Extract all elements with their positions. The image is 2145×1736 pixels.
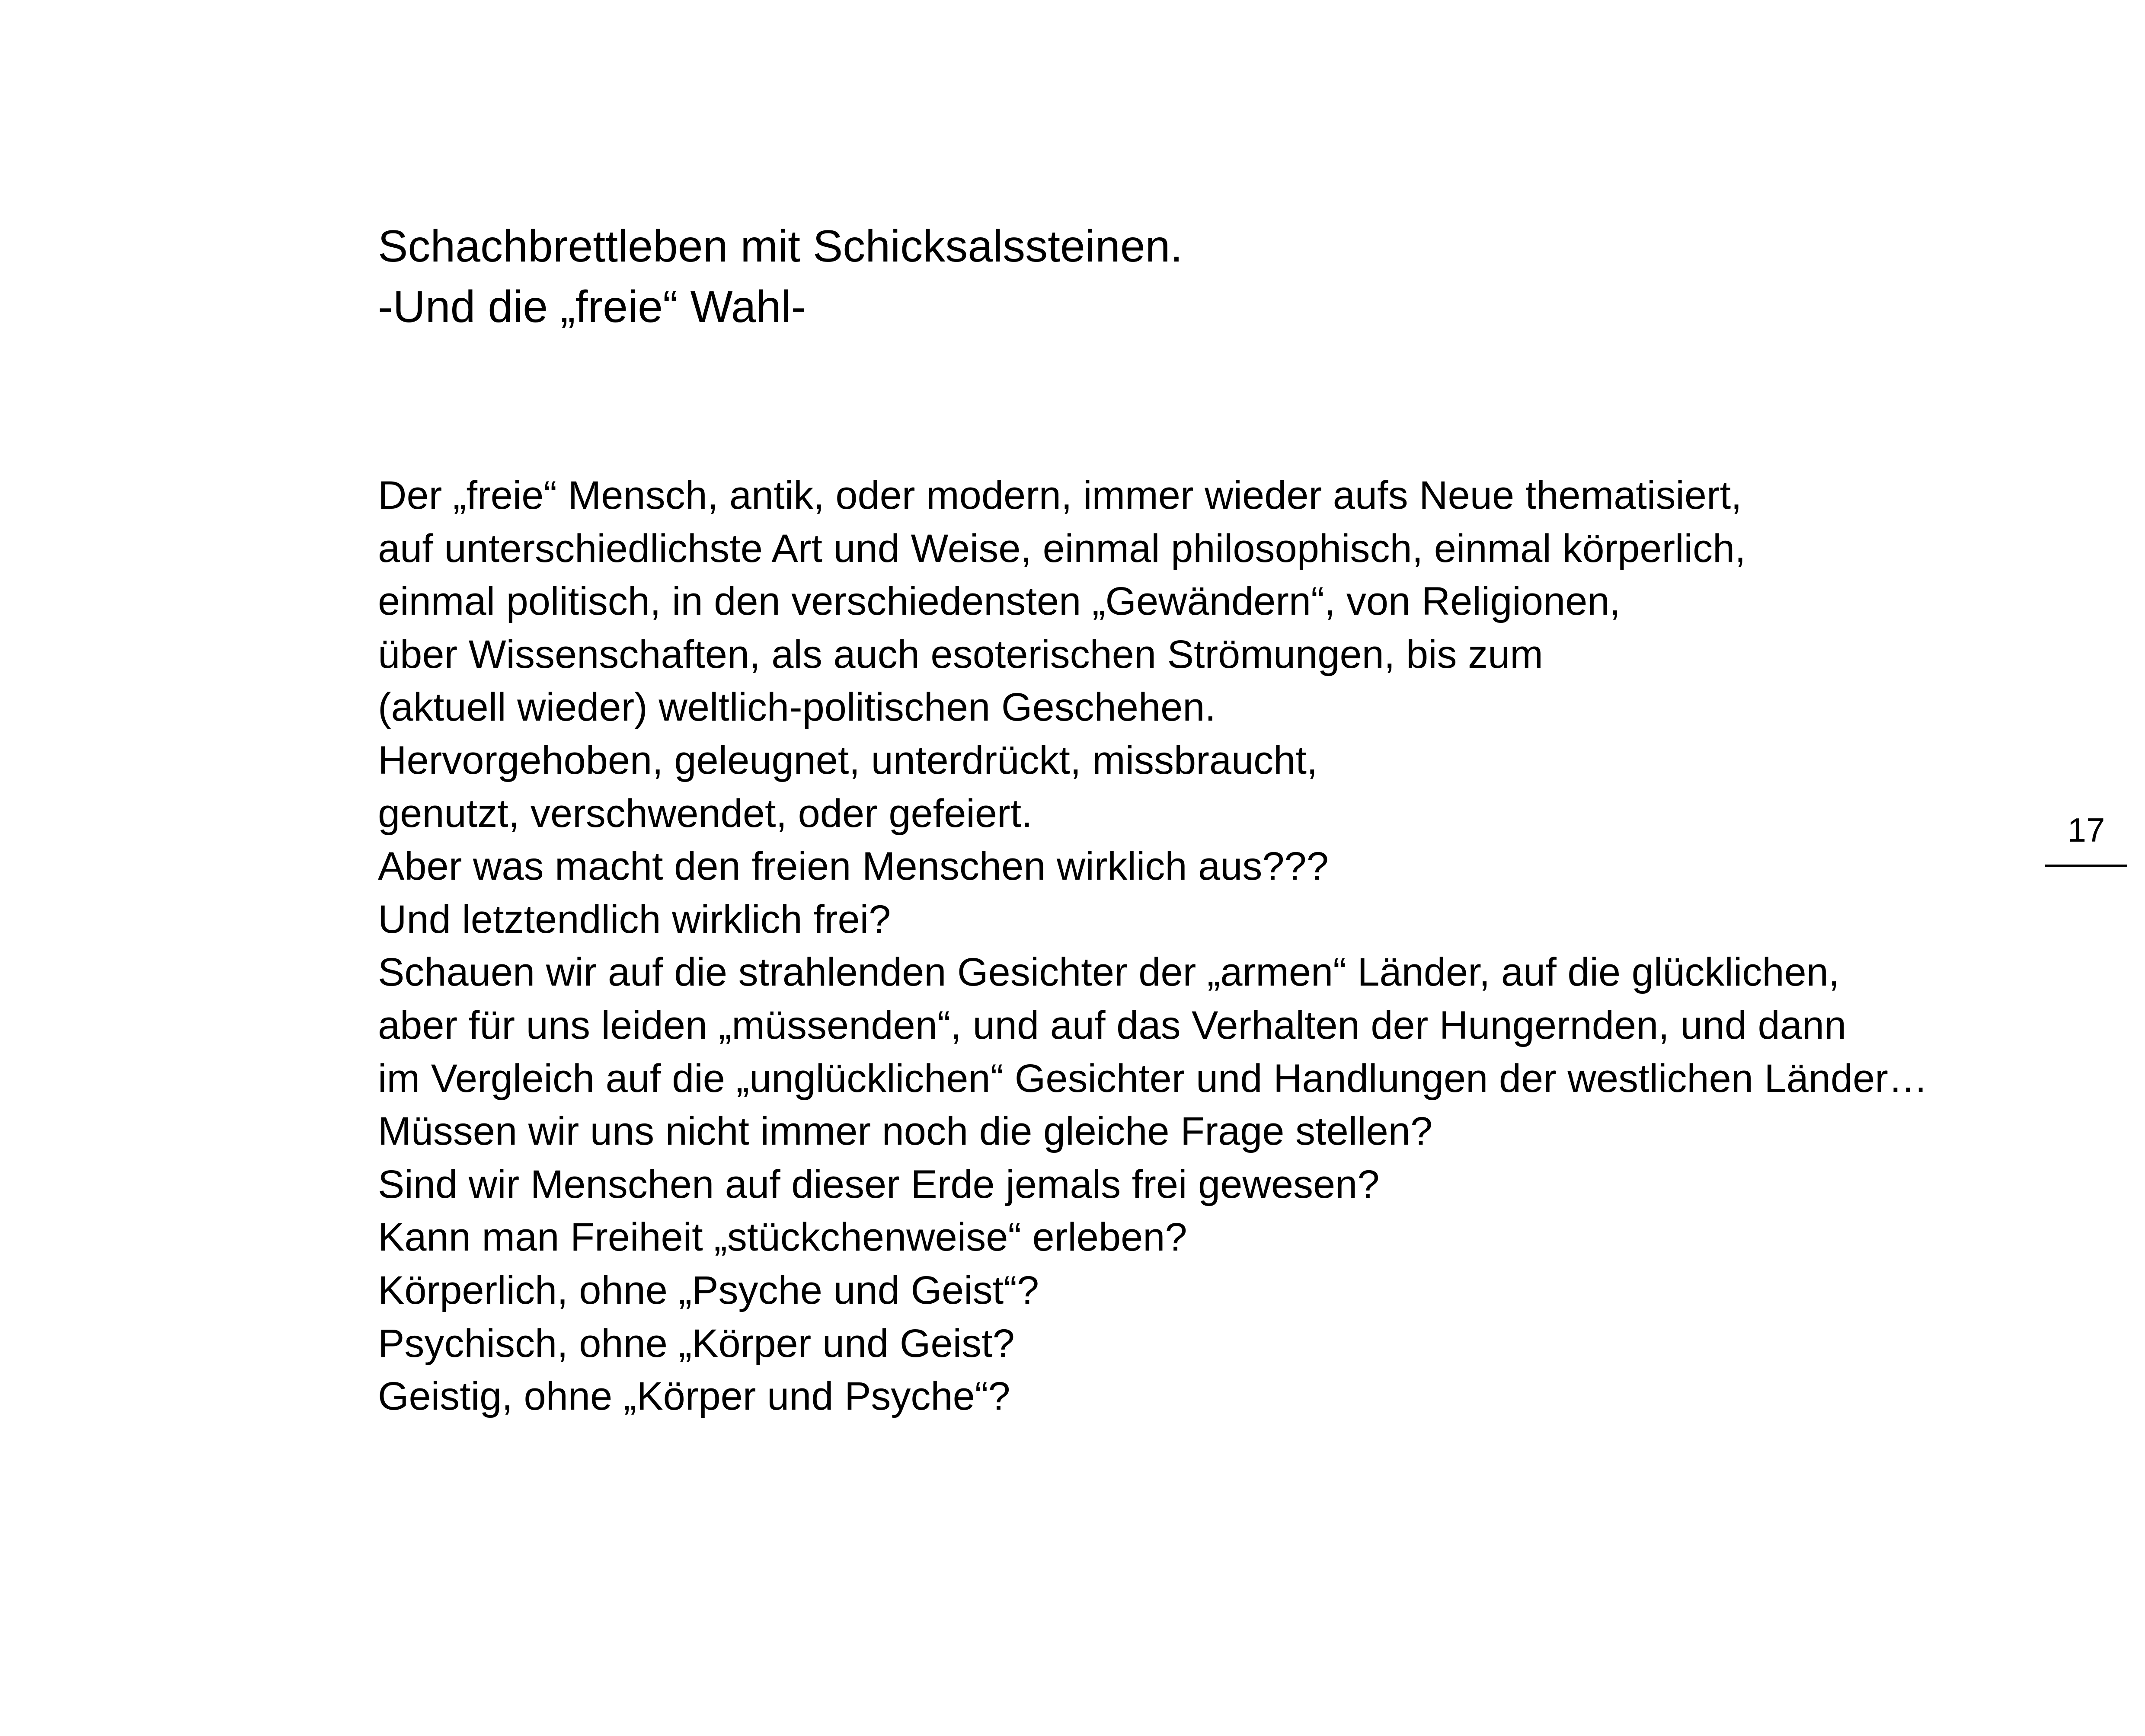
- body-line: Sind wir Menschen auf dieser Erde jemals frei gewesen?: [378, 1162, 1380, 1206]
- body-line: Psychisch, ohne „Körper und Geist?: [378, 1321, 1015, 1366]
- body-line: Der „freie“ Mensch, antik, oder modern, immer wieder aufs Neue thematisiert,: [378, 473, 1742, 517]
- body-line: Kann man Freiheit „stückchenweise“ erleben?: [378, 1215, 1187, 1260]
- body-line: im Vergleich auf die „unglücklichen“ Gesichter und Handlungen der westlichen Länder…: [378, 1056, 1928, 1101]
- body-text: [378, 469, 1978, 1423]
- body-line: Geistig, ohne „Körper und Psyche“?: [378, 1374, 1010, 1419]
- body-line: genutzt, verschwendet, oder gefeiert.: [378, 791, 1033, 836]
- page-number: 17: [2067, 811, 2105, 849]
- body-line: auf unterschiedlichste Art und Weise, einmal philosophisch, einmal körperlich,: [378, 526, 1746, 571]
- body-line: Körperlich, ohne „Psyche und Geist“?: [378, 1268, 1039, 1312]
- body-line: (aktuell wieder) weltlich-politischen Geschehen.: [378, 685, 1216, 730]
- subtitle-line: -Und die „freie“ Wahl-: [378, 282, 806, 332]
- body-line: über Wissenschaften, als auch esoterischen Strömungen, bis zum: [378, 632, 1543, 677]
- body-line: einmal politisch, in den verschiedensten „Gewändern“, von Religionen,: [378, 579, 1621, 624]
- body-line: Hervorgehoben, geleugnet, unterdrückt, missbraucht,: [378, 738, 1318, 782]
- body-line: Und letztendlich wirklich frei?: [378, 897, 891, 941]
- page-number-underline: [2045, 865, 2127, 867]
- body-line: Müssen wir uns nicht immer noch die gleiche Frage stellen?: [378, 1109, 1433, 1154]
- title-line: Schachbrettleben mit Schicksalssteinen.: [378, 221, 1183, 271]
- body-line: Aber was macht den freien Menschen wirklich aus???: [378, 844, 1329, 889]
- document-title: [378, 216, 1848, 337]
- body-line: aber für uns leiden „müssenden“, und auf das Verhalten der Hungernden, und dann: [378, 1003, 1847, 1047]
- body-line: Schauen wir auf die strahlenden Gesichter der „armen“ Länder, auf die glücklichen,: [378, 950, 1840, 995]
